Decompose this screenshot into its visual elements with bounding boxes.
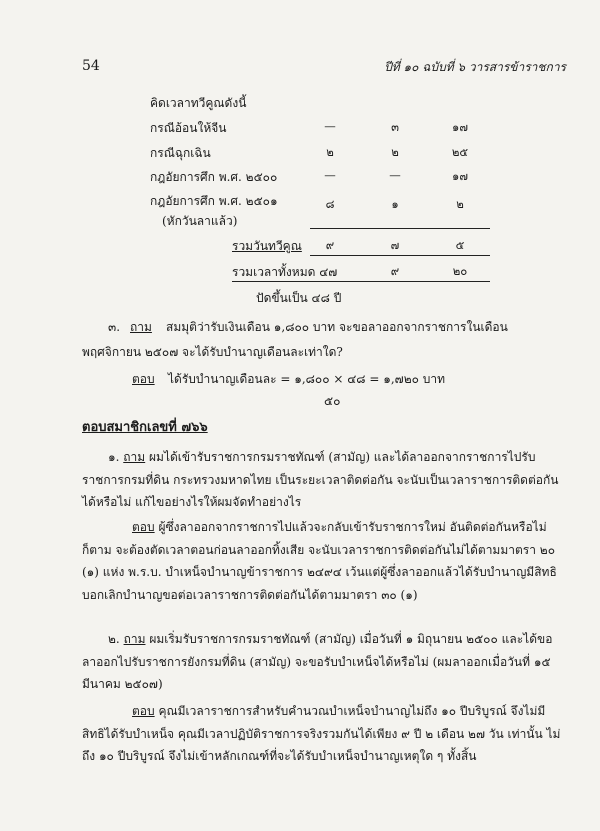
table-row-label: กรณีอ้อนให้จีน — [150, 121, 227, 135]
q3-answer: ได้รับบำนาญเดือนละ = ๑,๘๐๐ × ๔๘ = ๑,๗๒๐ บาท — [168, 372, 446, 386]
table-cell: ๑๗ — [452, 120, 468, 134]
table-summary: ปัดขึ้นเป็น ๔๘ ปี — [256, 291, 342, 305]
journal-header: ปีที่ ๑๐ ฉบับที่ ๖ วารสารข้าราชการ — [384, 60, 566, 74]
total-double-label: รวมวันทวีคูณ — [232, 239, 302, 253]
table-cell: ๓ — [391, 120, 399, 134]
s2-answer-label: ตอบ — [132, 704, 155, 718]
s2-question: ผมเริ่มรับราชการกรมราชทัณฑ์ (สามัญ) เมื่อวันที่ ๑ มิถุนายน ๒๕๐๐ และได้ขอลาออกไปรับราชการยังกรมที่ดิน (สามัญ) จะขอรับบำเหน็จได้หรือไม่ (ผมลาออกเมื่อวันที่ ๑๕ มีนาคม ๒๕๐๗) — [82, 632, 553, 691]
table-rule — [232, 281, 490, 282]
table-cell: ๒ — [326, 145, 334, 159]
s2-question-block — [82, 628, 562, 696]
table-cell: — — [389, 168, 401, 182]
table-cell: ๘ — [325, 197, 335, 211]
table-cell: ๑๗ — [452, 169, 468, 183]
s2-ask-label: ถาม — [123, 632, 146, 646]
table-cell: ๒ — [456, 197, 464, 211]
table-row-label: กฎอัยการศึก พ.ศ. ๒๕๐๑ — [150, 194, 278, 208]
table-intro: คิดเวลาทวีคูณดังนี้ — [150, 96, 247, 110]
s1-answer-label: ตอบ — [132, 520, 155, 534]
s1-number: ๑. — [108, 450, 120, 464]
total-all-label: รวมเวลาทั้งหมด ๔๗ — [232, 265, 338, 279]
table-cell: ๒๐ — [452, 264, 468, 278]
page-number: 54 — [82, 58, 100, 74]
table-cell: ๙ — [325, 238, 335, 252]
q3-divisor: ๕๐ — [324, 394, 341, 408]
table-cell: — — [324, 119, 336, 133]
table-cell: ๗ — [390, 238, 400, 252]
table-rule — [310, 228, 490, 229]
table-rule — [310, 255, 490, 256]
s1-question-block — [82, 446, 562, 514]
s1-answer-block — [82, 516, 562, 606]
s2-answer-block — [82, 700, 562, 768]
table-cell: ๕ — [455, 238, 465, 252]
s1-ask-label: ถาม — [123, 450, 146, 464]
s2-number: ๒. — [108, 632, 120, 646]
table-cell: ๙ — [390, 264, 400, 278]
table-row-label: กฎอัยการศึก พ.ศ. ๒๕๐๐ — [150, 170, 278, 184]
q3-ask-label: ถาม — [130, 320, 152, 334]
q3-question-line2: พฤศจิกายน ๒๕๐๗ จะได้รับบำนาญเดือนละเท่าใด? — [82, 345, 343, 359]
table-cell: ๒๕ — [451, 145, 469, 159]
s1-question: ผมได้เข้ารับราชการกรมราชทัณฑ์ (สามัญ) และได้ลาออกจากราชการไปรับราชการกรมที่ดิน กระทรวงมหาดไทย เป็นระยะเวลาติดต่อกัน จะนับเป็นเวลาราชการติดต่อกันได้หรือไม่ แก้ไขอย่างไรให้ผมจัดทำอย่างไร — [82, 450, 559, 509]
table-row-label: กรณีฉุกเฉิน — [150, 146, 211, 160]
table-cell: — — [324, 168, 336, 182]
q3-answer-label: ตอบ — [132, 372, 155, 386]
q3-question-line1: สมมุติว่ารับเงินเดือน ๑,๘๐๐ บาท จะขอลาออกจากราชการในเดือน — [166, 320, 508, 334]
s1-answer: ผู้ซึ่งลาออกจากราชการไปแล้วจะกลับเข้ารับราชการใหม่ อันติดต่อกันหรือไม่ก็ตาม จะต้องตัดเวลาตอนก่อนลาออกทิ้งเสีย จะนับเวลาราชการติดต่อกันไม่ได้ตามมาตรา ๒๐ (๑) แห่ง พ.ร.บ. บำเหน็จบำนาญข้าราชการ ๒๔๙๔ เว้นแต่ผู้ซึ่งลาออกแล้วได้รับบำนาญมีสิทธิบอกเลิกบำนาญขอต่อเวลาราชการติดต่อกันได้ตามมาตรา ๓๐ (๑) — [82, 520, 557, 602]
section-title: ตอบสมาชิกเลขที่ ๗๖๖ — [82, 420, 208, 435]
table-row-note: (หักวันลาแล้ว) — [162, 214, 238, 228]
table-cell: ๑ — [391, 197, 399, 211]
table-cell: ๒ — [391, 145, 399, 159]
q3-number: ๓. — [108, 320, 121, 334]
s2-answer: คุณมีเวลาราชการสำหรับคำนวณบำเหน็จบำนาญไม่ถึง ๑๐ ปีบริบูรณ์ จึงไม่มีสิทธิได้รับบำเหน็จ คุณมีเวลาปฏิบัติราชการจริงรวมกันได้เพียง ๙ ปี ๒ เดือน ๒๗ วัน เท่านั้น ไม่ถึง ๑๐ ปีบริบูรณ์ จึงไม่เข้าหลักเกณฑ์ที่จะได้รับบำเหน็จบำนาญเหตุใด ๆ ทั้งสิ้น — [82, 704, 561, 763]
